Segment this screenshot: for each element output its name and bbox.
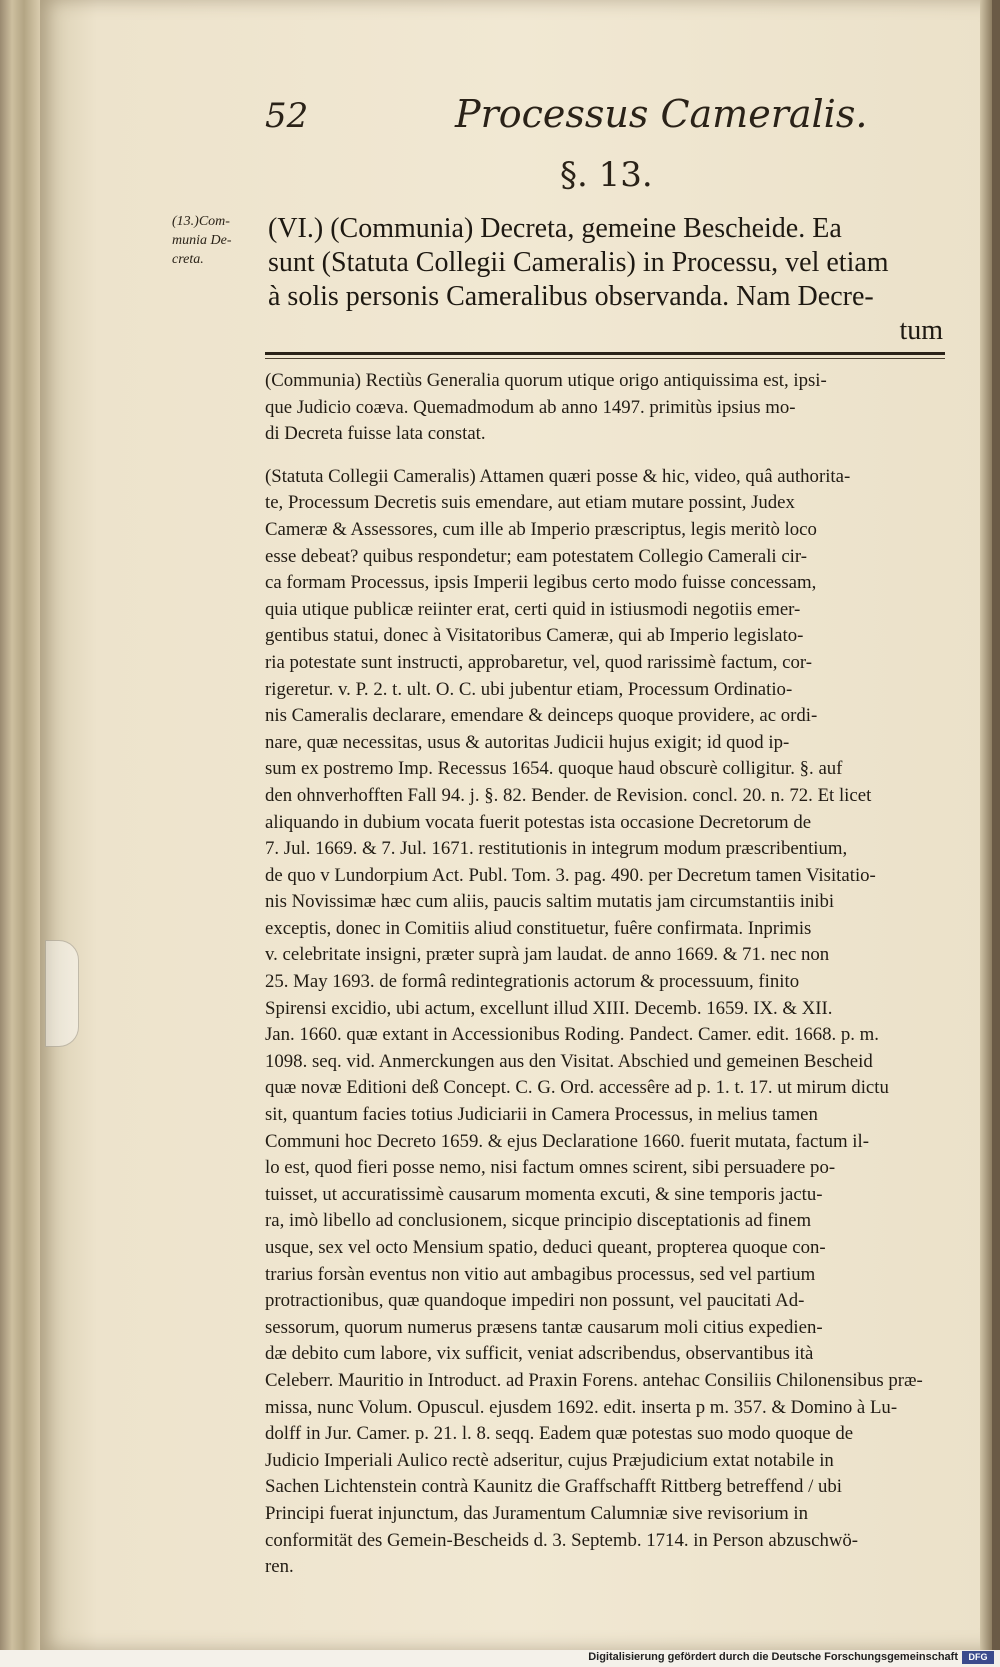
note-line: quæ novæ Editioni deß Concept. C. G. Ord. accessêre ad p. 1. t. 17. ut mirum dictu [265,1077,889,1099]
note-line: Celeberr. Mauritio in Introduct. ad Praxin Forens. antehac Consiliis Chilonensibus præ- [265,1369,923,1391]
main-paragraph [268,212,943,348]
note-line: Communi hoc Decreto 1659. & ejus Declaratione 1660. fuerit mutata, factum il- [265,1130,869,1152]
footnotes [265,368,945,1581]
margin-note [172,212,262,269]
page-stack-edge [0,0,40,1667]
note-line: trarius forsàn eventus non vitio aut ambagibus processus, sed vel partium [265,1263,816,1285]
footer-credit: Digitalisierung gefördert durch die Deutsche Forschungsgemeinschaft [588,1651,958,1663]
note-line: Principi fuerat injunctum, das Juramentum Calumniæ sive revisorium in [265,1502,809,1524]
note-line: Sachen Lichtenstein contrà Kaunitz die Graffschafft Rittberg betreffend / ubi [265,1476,842,1498]
note-line: den ohnverhofften Fall 94. j. §. 82. Bender. de Revision. concl. 20. n. 72. Et licet [265,784,872,806]
note-line: nis Cameralis declarare, emendare & deinceps quoque providere, ac ordi- [265,705,818,727]
note-line: conformität des Gemein-Bescheids d. 3. Septemb. 1714. in Person abzuschwö- [265,1529,859,1551]
section-number: §. 13. [560,155,653,195]
note-line: Cameræ & Assessores, cum ille ab Imperio præscriptus, legis meritò loco [265,518,817,540]
note-line: gentibus statui, donec à Visitatoribus Cameræ, qui ab Imperio legislato- [265,625,804,647]
note-line: ra, imò libello ad conclusionem, sicque principio disceptationis ad finem [265,1210,812,1232]
note-line: dolff in Jur. Camer. p. 21. l. 8. seqq. Eadem quæ potestas suo modo quoque de [265,1423,854,1445]
note-line: di Decreta fuisse lata constat. [265,423,486,445]
note-line: protractionibus, quæ quandoque impediri non possunt, vel paucitati Ad- [265,1290,805,1312]
note-line: (Statuta Collegii Cameralis) Attamen quæri posse & hic, video, quâ authorita- [265,465,851,487]
note-line: rigeretur. v. P. 2. t. ult. O. C. ubi jubentur etiam, Processum Ordinatio- [265,678,793,700]
running-title: Processus Cameralis. [455,92,868,136]
note-line: ria potestate sunt instructi, approbaretur, vel, quod rarissimè factum, cor- [265,651,813,673]
note-line: nare, quæ necessitas, usus & autoritas Judicii hujus exigit; id quod ip- [265,731,790,753]
page-header [265,92,905,142]
note-line: Jan. 1660. quæ extant in Accessionibus Roding. Pandect. Camer. edit. 1668. p. m. [265,1024,879,1046]
main-line: (VI.) (Communia) Decreta, gemeine Bescheide. Ea [268,213,842,244]
note-line: de quo v Lundorpium Act. Publ. Tom. 3. pag. 490. per Decretum tamen Visitatio- [265,864,876,886]
note-line: esse debeat? quibus respondetur; eam potestatem Collegio Camerali cir- [265,545,808,567]
main-line: sunt (Statuta Collegii Cameralis) in Processu, vel etiam [268,247,889,278]
page-right-edge [980,0,992,1650]
note-line: sit, quantum facies totius Judiciarii in Camera Processus, in melius tamen [265,1104,818,1126]
note-line: ca formam Processus, ipsis Imperii legibus certo modo fuisse concessam, [265,572,817,594]
section-rule-thin [265,358,945,359]
note-line: que Judicio coæva. Quemadmodum ab anno 1497. primitùs ipsius mo- [265,396,796,418]
section-rule [265,352,945,355]
note-line: lo est, quod fieri posse nemo, nisi factum omnes scirent, sibi persuadere po- [265,1157,836,1179]
note-line: tuisset, ut accuratissimè causarum momenta excuti, & sine temporis jactu- [265,1183,823,1205]
note-line: nis Novissimæ hæc cum aliis, paucis saltim mutatis jam circumstantiis inibi [265,891,835,913]
page-number: 52 [265,96,309,136]
note-line: exceptis, donec in Comitiis aliud constituetur, fuêre confirmata. Inprimis [265,917,812,939]
margin-note-line: creta. [172,252,204,267]
note-line: Judicio Imperiali Aulico rectè adseritur, cujus Præjudicium extat notabile in [265,1449,834,1471]
note-gap [265,448,945,464]
note-line: quia utique publicæ reiinter erat, certi quid in istiusmodi negotiis emer- [265,598,801,620]
bookmark-ribbon [45,940,79,1047]
note-line: sum ex postremo Imp. Recessus 1654. quoque haud obscurè colligitur. §. auf [265,758,843,780]
note-line: Spirensi excidio, ubi actum, excellunt illud XIII. Decemb. 1659. IX. & XII. [265,997,833,1019]
note-line: 25. May 1693. de formâ redintegrationis actorum & processuum, finito [265,971,800,993]
note-line: v. celebritate insigni, præter suprà jam laudat. de anno 1669. & 71. nec non [265,944,830,966]
note-line: 1098. seq. vid. Anmerckungen aus den Visitat. Abschied und gemeinen Bescheid [265,1050,873,1072]
margin-note-line: munia De- [172,233,232,248]
note-line: te, Processum Decretis suis emendare, aut etiam mutare possint, Judex [265,492,795,514]
main-line: à solis personis Cameralibus observanda. Nam Decre- [268,281,874,312]
note-line: usque, sex vel octo Mensium spatio, deduci queant, propterea quoque con- [265,1237,826,1258]
note-line: missa, nunc Volum. Opuscul. ejusdem 1692. edit. inserta p m. 357. & Domino à Lu- [265,1396,898,1418]
main-line: tum [899,315,943,346]
dfg-logo: DFG [962,1651,994,1664]
note-line: 7. Jul. 1669. & 7. Jul. 1671. restitutionis in integrum modum præscribentium, [265,838,848,860]
note-line: ren. [265,1556,294,1578]
note-line: sessorum, quorum numerus præsens tantæ causarum moli citius expedien- [265,1316,823,1338]
margin-note-line: (13.)Com- [172,214,230,229]
note-line: (Communia) Rectiùs Generalia quorum utique origo antiquissima est, ipsi- [265,370,827,391]
note-line: aliquando in dubium vocata fuerit potestas ista occasione Decretorum de [265,811,812,833]
note-line: dæ debito cum labore, vix sufficit, veniat adscribendus, observantibus ità [265,1343,814,1365]
